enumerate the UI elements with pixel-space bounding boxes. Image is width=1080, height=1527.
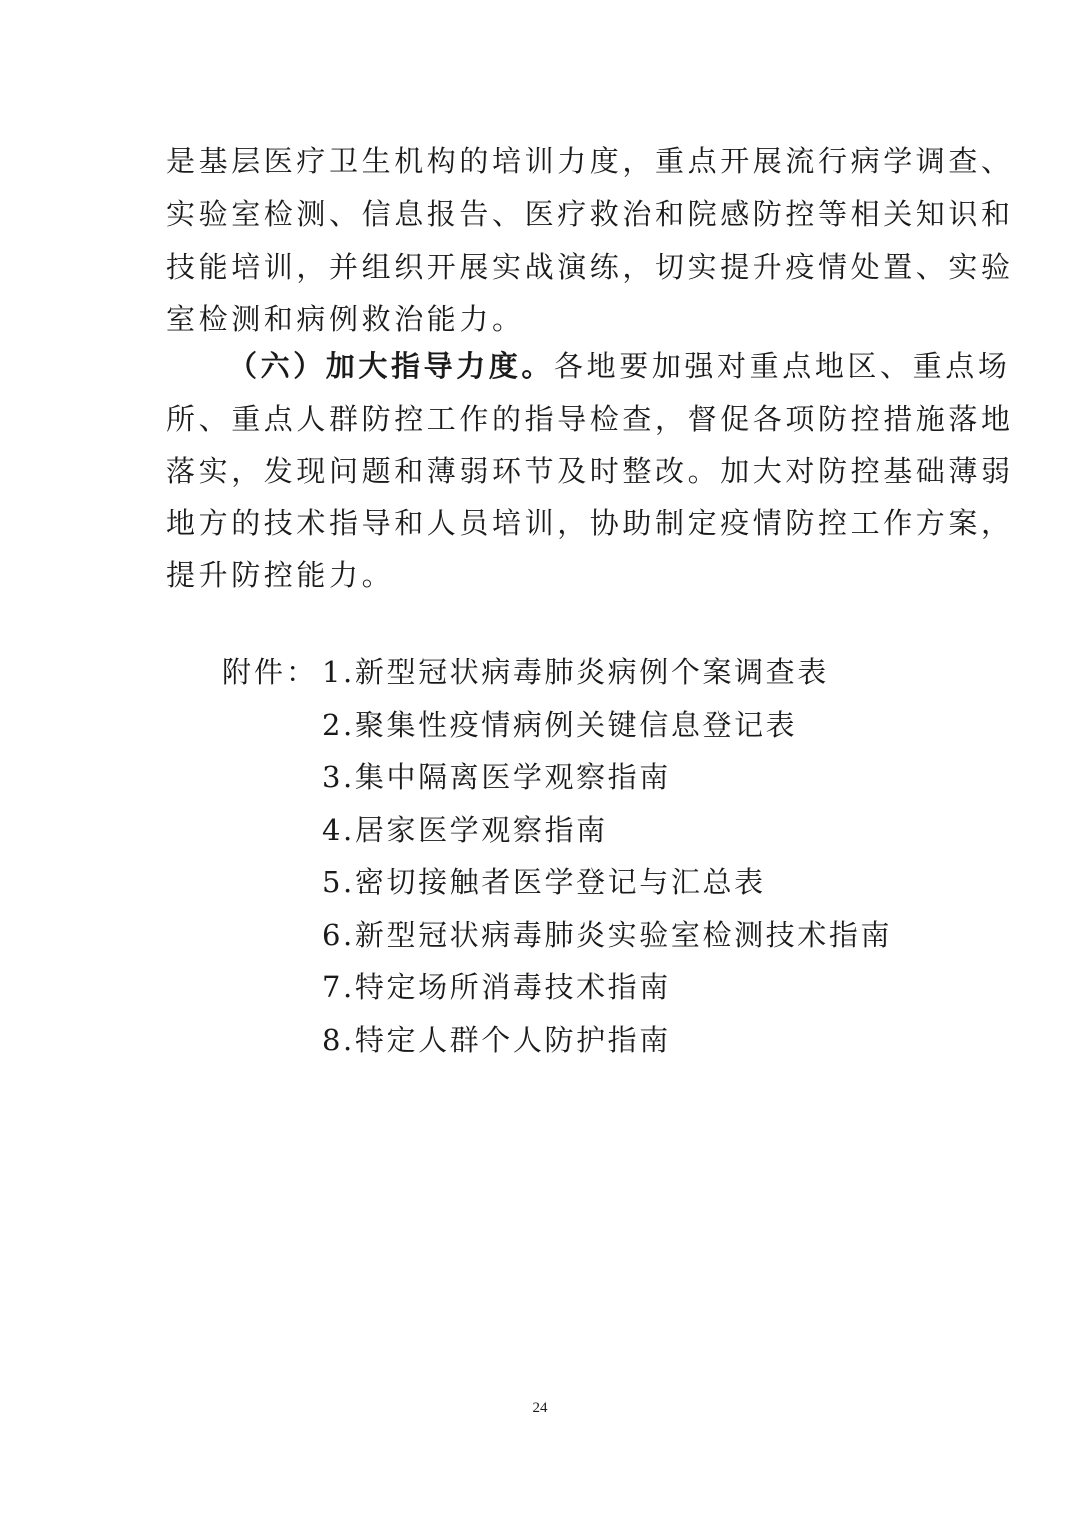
paragraph-line: 所、重点人群防控工作的指导检查，督促各项防控措施落地 (166, 402, 1014, 436)
paragraph-line: 技能培训，并组织开展实战演练，切实提升疫情处置、实验 (166, 250, 1014, 284)
paragraph-line: 地方的技术指导和人员培训，协助制定疫情防控工作方案， (166, 506, 1014, 540)
attachment-item: 7.特定场所消毒技术指南 (322, 970, 671, 1004)
attachment-item: 2.聚集性疫情病例关键信息登记表 (322, 708, 798, 742)
attachment-item: 6.新型冠状病毒肺炎实验室检测技术指南 (322, 918, 893, 952)
attachment-item: 4.居家医学观察指南 (322, 813, 608, 847)
attachment-item: 8.特定人群个人防护指南 (322, 1023, 671, 1057)
attachment-item: 5.密切接触者医学登记与汇总表 (322, 865, 766, 899)
paragraph-text: 各地要加强对重点地区、重点场 (554, 349, 1011, 383)
attachment-item: 3.集中隔离医学观察指南 (322, 760, 671, 794)
paragraph-line: 落实，发现问题和薄弱环节及时整改。加大对防控基础薄弱 (166, 454, 1014, 488)
section-heading: （六）加大指导力度。 (228, 349, 555, 383)
paragraph-first-line (228, 346, 1010, 386)
attachment-item: 1.新型冠状病毒肺炎病例个案调查表 (322, 655, 829, 689)
paragraph-line: 实验室检测、信息报告、医疗救治和院感防控等相关知识和 (166, 197, 1014, 231)
attachments-label: 附件： (222, 655, 319, 689)
page-number: 24 (532, 1400, 548, 1416)
paragraph-line: 提升防控能力。 (166, 558, 395, 592)
paragraph-line: 是基层医疗卫生机构的培训力度，重点开展流行病学调查、 (166, 144, 1014, 178)
paragraph-line: 室检测和病例救治能力。 (166, 302, 525, 336)
